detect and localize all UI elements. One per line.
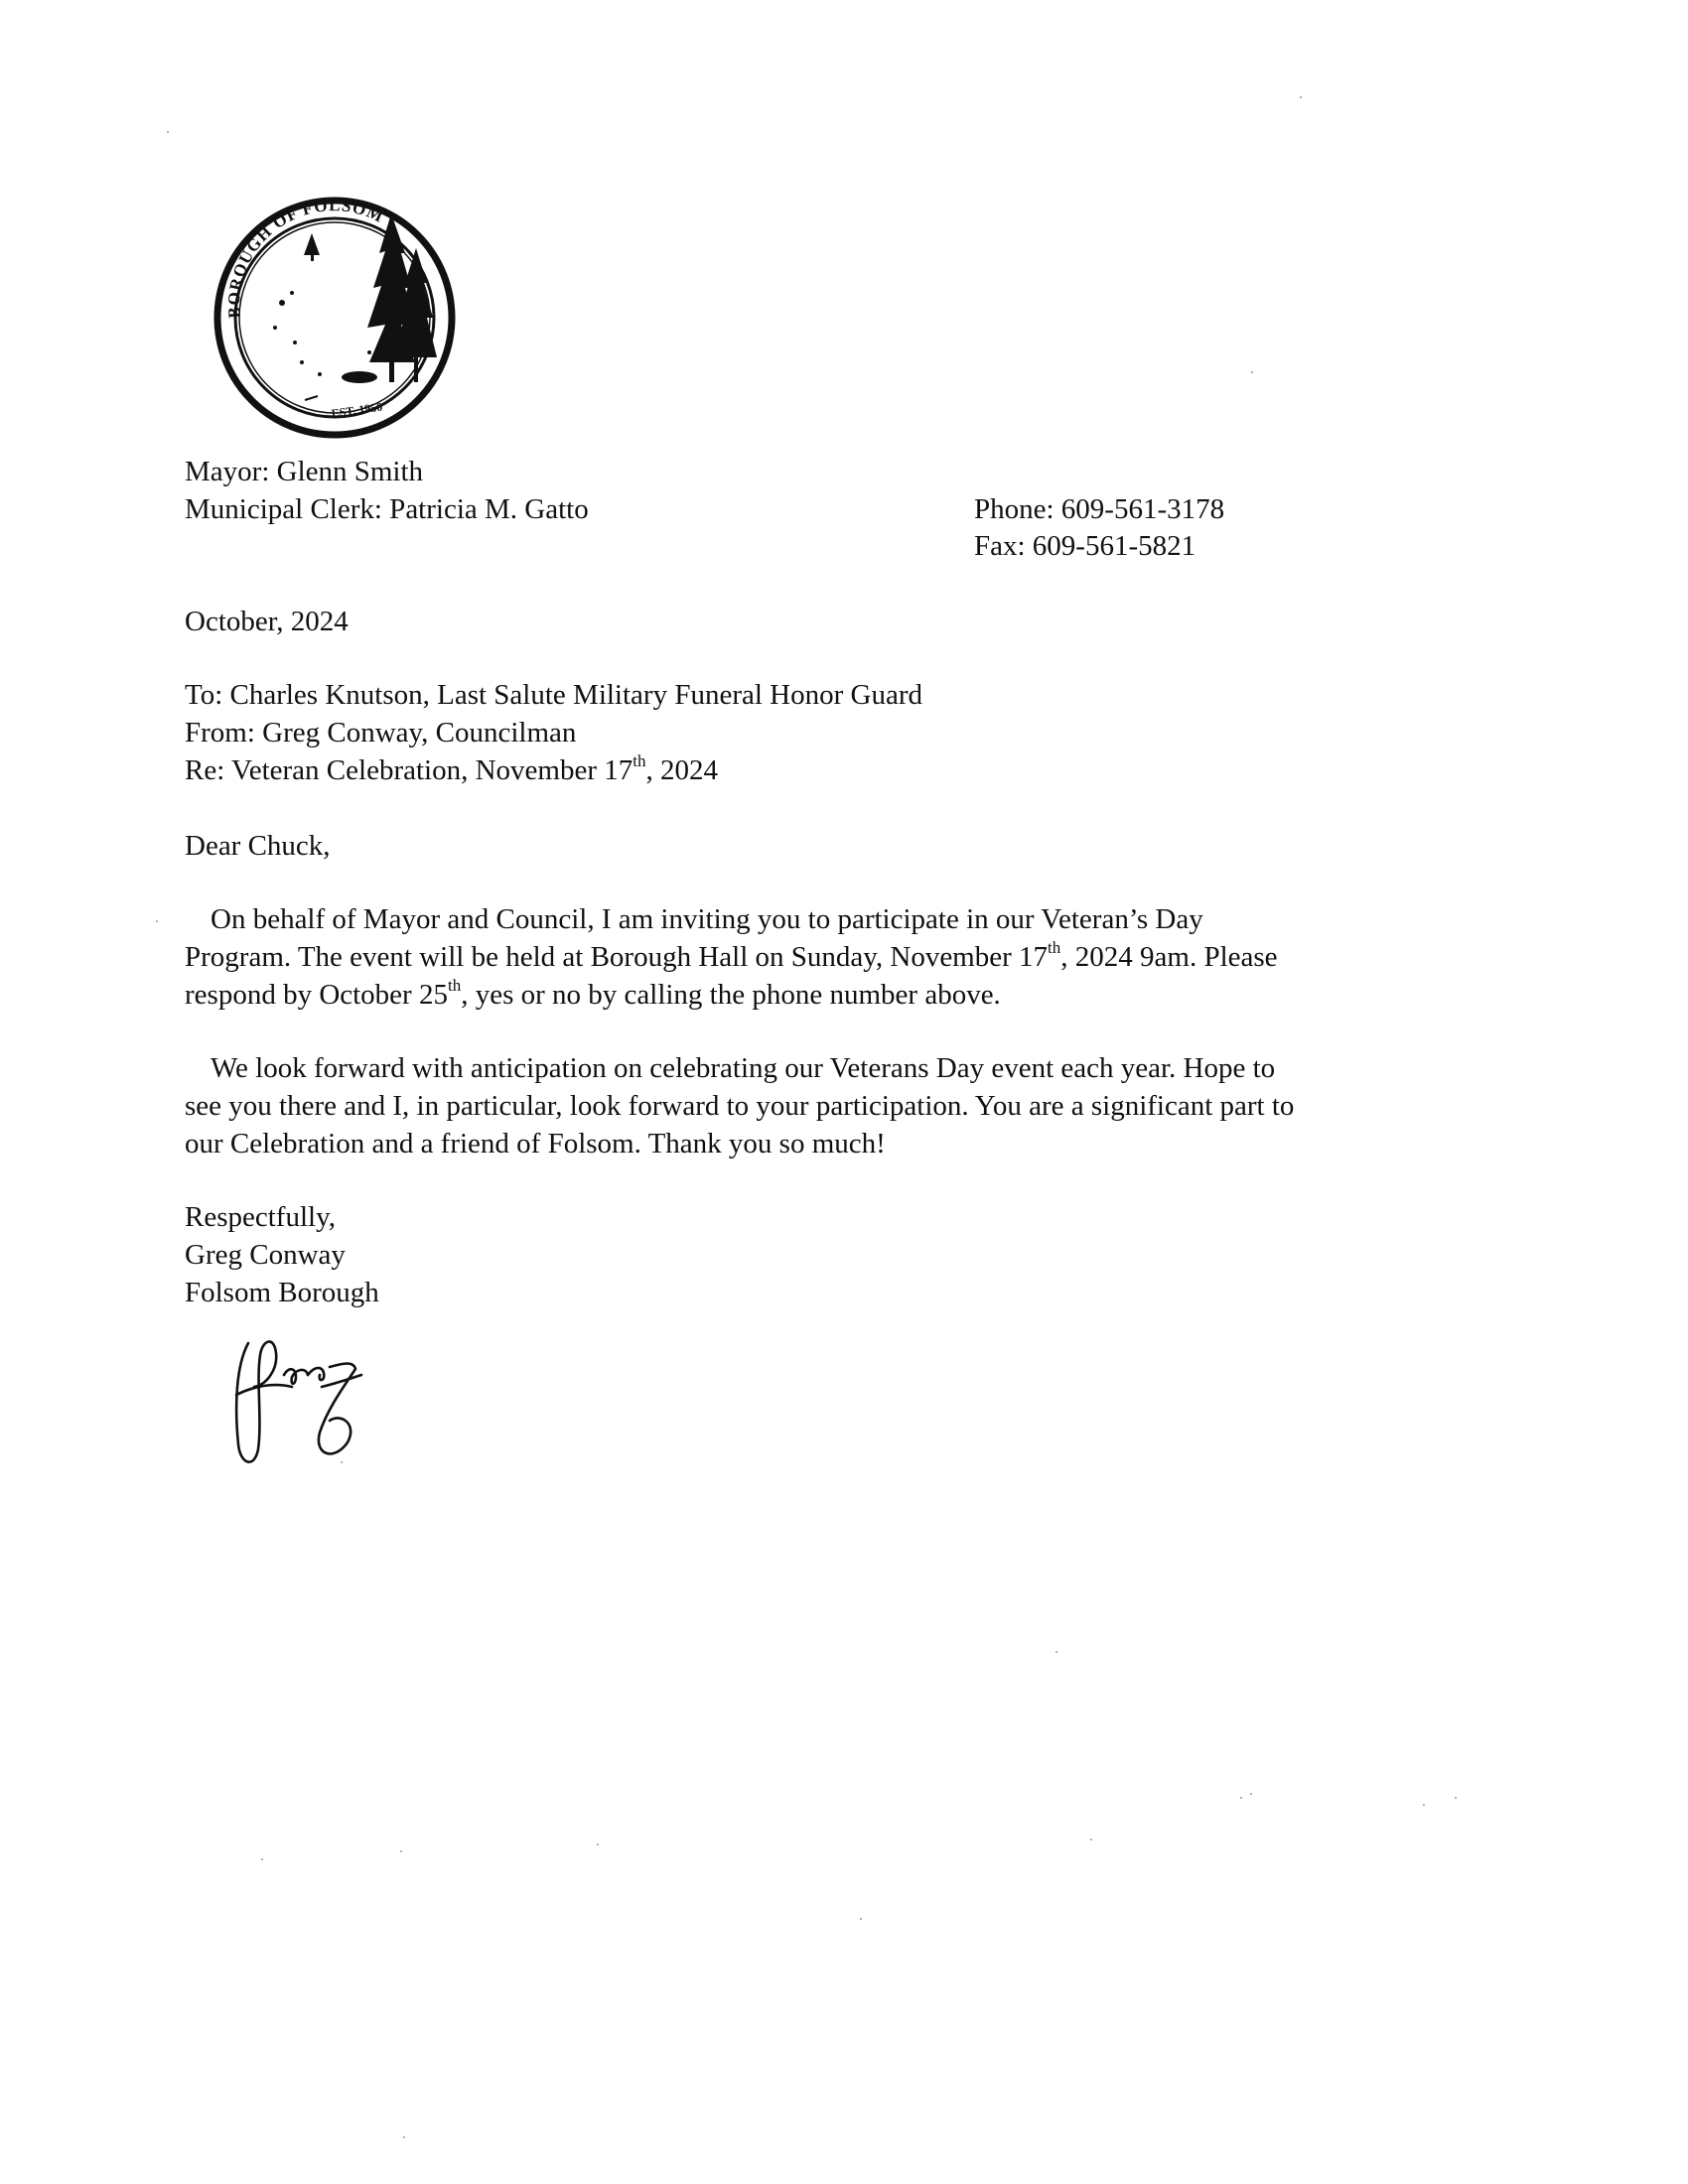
- body-p1-line2-text: Program. The event will be held at Borough Hall on Sunday, November 17: [185, 941, 1049, 973]
- letter-date: October, 2024: [185, 606, 349, 637]
- body-p1-line3: [185, 976, 1001, 1014]
- svg-text:BOROUGH OF FOLSOM: [224, 196, 387, 319]
- seal-ring-text: BOROUGH OF FOLSOM: [223, 196, 387, 320]
- body-p1-line3-sup: th: [447, 976, 462, 996]
- salutation: Dear Chuck,: [185, 830, 331, 862]
- body-p1-line1: On behalf of Mayor and Council, I am inviting you to participate in our Veteran’s Day: [211, 903, 1203, 935]
- body-p1-line2-end: , 2024 9am. Please: [1060, 941, 1278, 973]
- fax-line: Fax: 609-561-5821: [974, 530, 1196, 562]
- body-p1-line3-text: respond by October 25: [185, 979, 448, 1011]
- mayor-line: Mayor: Glenn Smith: [185, 456, 424, 487]
- body-p2-line2: see you there and I, in particular, look forward to your participation. You are a significant part to: [185, 1090, 1295, 1122]
- memo-from: From: Greg Conway, Councilman: [185, 717, 577, 749]
- body-p1-line3-end: , yes or no by calling the phone number above.: [461, 979, 1001, 1011]
- memo-re-sup: th: [633, 751, 646, 771]
- seal-established: EST. 1950: [330, 399, 384, 421]
- body-p2-line1: We look forward with anticipation on celebrating our Veterans Day event each year. Hope to: [211, 1052, 1276, 1084]
- clerk-line: Municipal Clerk: Patricia M. Gatto: [185, 493, 589, 525]
- body-p1-line2: [185, 938, 1278, 976]
- phone-line: Phone: 609-561-3178: [974, 493, 1225, 525]
- body-p1-line2-sup: th: [1048, 938, 1061, 958]
- memo-to: To: Charles Knutson, Last Salute Military Funeral Honor Guard: [185, 679, 922, 711]
- memo-re-year: , 2024: [645, 754, 718, 786]
- memo-re: [185, 751, 718, 789]
- handwritten-signature: [226, 1325, 385, 1474]
- memo-re-text: Re: Veteran Celebration, November 17: [185, 754, 633, 786]
- body-p2-line3: our Celebration and a friend of Folsom. Thank you so much!: [185, 1128, 886, 1160]
- closing-valediction: Respectfully,: [185, 1201, 336, 1233]
- borough-seal-logo: [211, 194, 459, 442]
- closing-name: Greg Conway: [185, 1239, 346, 1271]
- closing-organization: Folsom Borough: [185, 1277, 379, 1308]
